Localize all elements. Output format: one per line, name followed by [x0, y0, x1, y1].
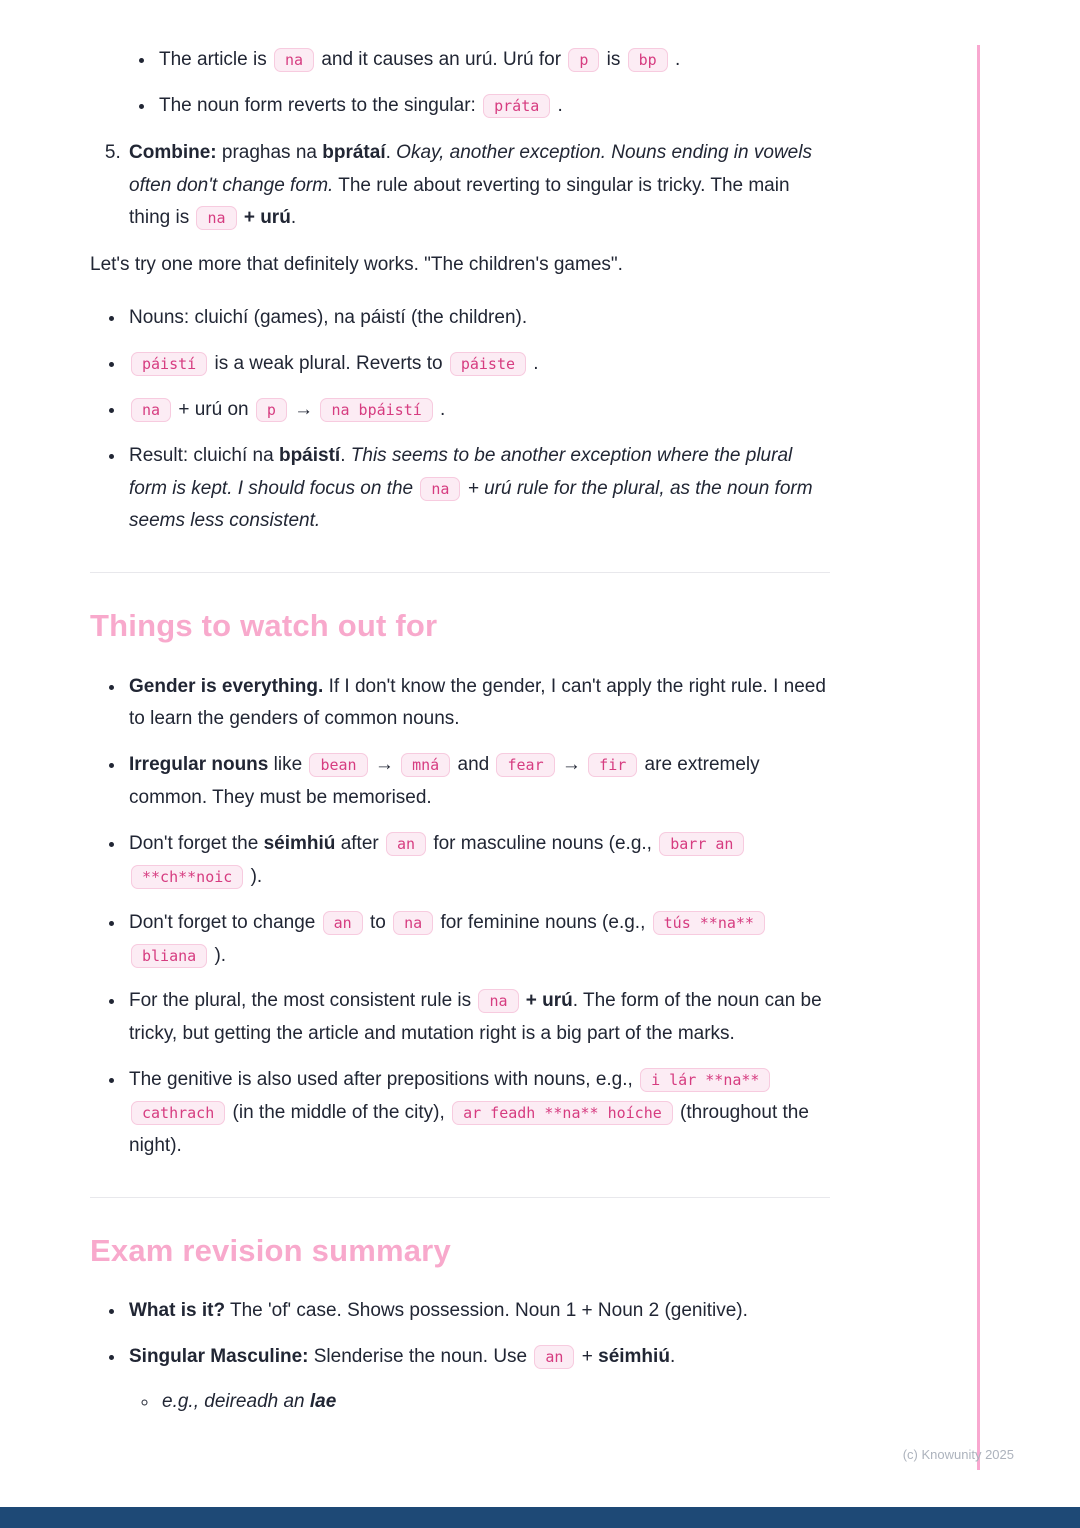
- text-segment: Nouns: cluichí (games), na páistí (the children).: [129, 307, 528, 329]
- text-segment: for masculine nouns (e.g.,: [428, 832, 658, 854]
- code-badge: na: [420, 477, 460, 501]
- code-badge: barr an **ch**noic: [131, 832, 744, 889]
- text-segment: The rule about reverting to singular is tricky. The main thing is: [129, 174, 790, 229]
- code-badge: tús **na** bliana: [131, 911, 765, 968]
- section-divider: [90, 572, 830, 573]
- b-segment: bprátaí: [322, 141, 386, 163]
- b-segment: + urú: [243, 207, 291, 229]
- b-segment: What is it?: [129, 1299, 226, 1321]
- section-heading: Things to watch out for: [90, 608, 438, 644]
- text-segment: Let's try one more that definitely works. "The children's games".: [90, 254, 623, 276]
- text-segment: .: [385, 141, 397, 163]
- text-segment: ).: [209, 944, 227, 966]
- paragraph: [90, 249, 830, 282]
- text-segment: for feminine nouns (e.g.,: [435, 911, 651, 933]
- watermark: (c) Knowunity 2025: [902, 1447, 1014, 1462]
- text-segment: The article is: [159, 49, 272, 70]
- code-badge: mná: [401, 753, 450, 777]
- list-item: [126, 907, 830, 973]
- list-item: [126, 348, 830, 381]
- code-badge: na bpáistí: [320, 398, 432, 422]
- list-item: [156, 44, 830, 77]
- text-segment: The noun form reverts to the singular:: [159, 94, 482, 116]
- code-badge: an: [534, 1345, 574, 1369]
- i-segment: This seems to be another exception where the plural form is kept. I should focus on the: [129, 444, 793, 499]
- b-segment: + urú: [525, 990, 573, 1012]
- text-segment: .: [669, 49, 681, 70]
- code-badge: ar feadh **na** hoíche: [452, 1101, 673, 1125]
- text-segment: + urú on: [173, 398, 254, 420]
- list-item: [126, 137, 830, 236]
- bullet-list: [120, 44, 830, 123]
- section-heading: Exam revision summary: [90, 1232, 451, 1268]
- code-badge: na: [131, 398, 171, 422]
- text-segment: For the plural, the most consistent rule is: [129, 990, 477, 1012]
- text-segment: Don't forget the: [129, 832, 264, 854]
- code-badge: na: [393, 911, 433, 935]
- text-segment: →: [288, 398, 319, 420]
- list-item: [126, 1064, 830, 1163]
- text-segment: →: [369, 754, 400, 776]
- text-segment: are extremely common. They must be memorised.: [129, 754, 760, 809]
- list-item: [126, 671, 830, 737]
- bullet-list: [90, 302, 830, 538]
- b-segment: Irregular nouns: [129, 754, 269, 776]
- code-badge: páistí: [131, 352, 207, 376]
- text-segment: Slenderise the noun. Use: [308, 1345, 533, 1367]
- text-segment: and it causes an urú. Urú for: [316, 49, 567, 70]
- list-item: [159, 1386, 830, 1419]
- code-badge: práta: [483, 94, 550, 118]
- text-segment: and: [452, 754, 495, 776]
- text-segment: The genitive is also used after prepositions with nouns, e.g.,: [129, 1069, 639, 1091]
- text-segment: is: [601, 49, 626, 70]
- text-segment: The 'of' case. Shows possession. Noun 1 + Noun 2 (genitive).: [225, 1299, 748, 1321]
- code-badge: fir: [588, 753, 637, 777]
- list-item: [126, 302, 830, 335]
- code-badge: na: [274, 48, 314, 72]
- i-segment: e.g., deireadh an: [162, 1390, 310, 1412]
- text-segment: .: [434, 398, 446, 420]
- list-item: [126, 828, 830, 894]
- text-segment: praghas na: [216, 141, 323, 163]
- text-segment: (throughout the night).: [129, 1101, 809, 1156]
- b-segment: bpáistí: [278, 444, 341, 466]
- b-segment: Singular Masculine:: [129, 1345, 309, 1367]
- text-segment: +: [576, 1345, 599, 1367]
- list-item: [126, 394, 830, 427]
- i-segment: + urú rule for the plural, as the noun form seems less consistent.: [129, 477, 813, 532]
- text-segment: Result: cluichí na: [129, 444, 279, 466]
- text-segment: to: [364, 911, 392, 933]
- bullet-list: [90, 671, 830, 1163]
- text-segment: is a weak plural. Reverts to: [209, 353, 448, 375]
- code-badge: bp: [628, 48, 668, 72]
- list-item: [126, 985, 830, 1051]
- section-divider: [90, 1197, 830, 1198]
- text-segment: .: [290, 207, 297, 229]
- code-badge: na: [196, 206, 236, 230]
- page-edge-accent-line: [977, 45, 980, 1470]
- text-segment: after: [335, 832, 384, 854]
- list-item: [126, 1341, 830, 1419]
- code-badge: bean: [309, 753, 367, 777]
- bottom-bar: [0, 1507, 1080, 1528]
- list-item: [126, 1295, 830, 1328]
- b-segment: Gender is everything.: [129, 675, 324, 697]
- code-badge: an: [323, 911, 363, 935]
- text-segment: If I don't know the gender, I can't apply the right rule. I need to learn the genders of common nouns.: [129, 675, 826, 730]
- code-badge: i lár **na** cathrach: [131, 1068, 770, 1125]
- code-badge: an: [386, 832, 426, 856]
- i-segment: Okay, another exception. Nouns ending in vowels often don't change form.: [129, 141, 812, 196]
- list-item: [126, 440, 830, 539]
- list-item: [156, 90, 830, 123]
- text-segment: . The form of the noun can be tricky, but getting the article and mutation right is a big part of the marks.: [129, 990, 822, 1045]
- text-segment: Don't forget to change: [129, 911, 321, 933]
- b-segment: séimhiú: [598, 1345, 670, 1367]
- code-badge: fear: [496, 753, 554, 777]
- code-badge: páiste: [450, 352, 526, 376]
- bi-segment: lae: [309, 1390, 337, 1412]
- code-badge: p: [568, 48, 599, 72]
- text-segment: .: [528, 353, 539, 375]
- text-segment: ).: [245, 865, 263, 887]
- text-segment: .: [669, 1345, 676, 1367]
- numbered-list: [90, 137, 830, 236]
- b-segment: séimhiú: [263, 832, 336, 854]
- sub-bullet-list: [129, 1386, 830, 1419]
- text-segment: .: [552, 94, 563, 116]
- text-segment: .: [340, 444, 351, 466]
- code-badge: na: [478, 989, 518, 1013]
- text-segment: (in the middle of the city),: [227, 1101, 451, 1123]
- document-content: [90, 44, 830, 1432]
- text-segment: →: [556, 754, 587, 776]
- code-badge: p: [256, 398, 287, 422]
- bullet-list: [90, 1295, 830, 1419]
- text-segment: like: [268, 754, 308, 776]
- list-item: [126, 749, 830, 815]
- b-segment: Combine:: [129, 141, 217, 163]
